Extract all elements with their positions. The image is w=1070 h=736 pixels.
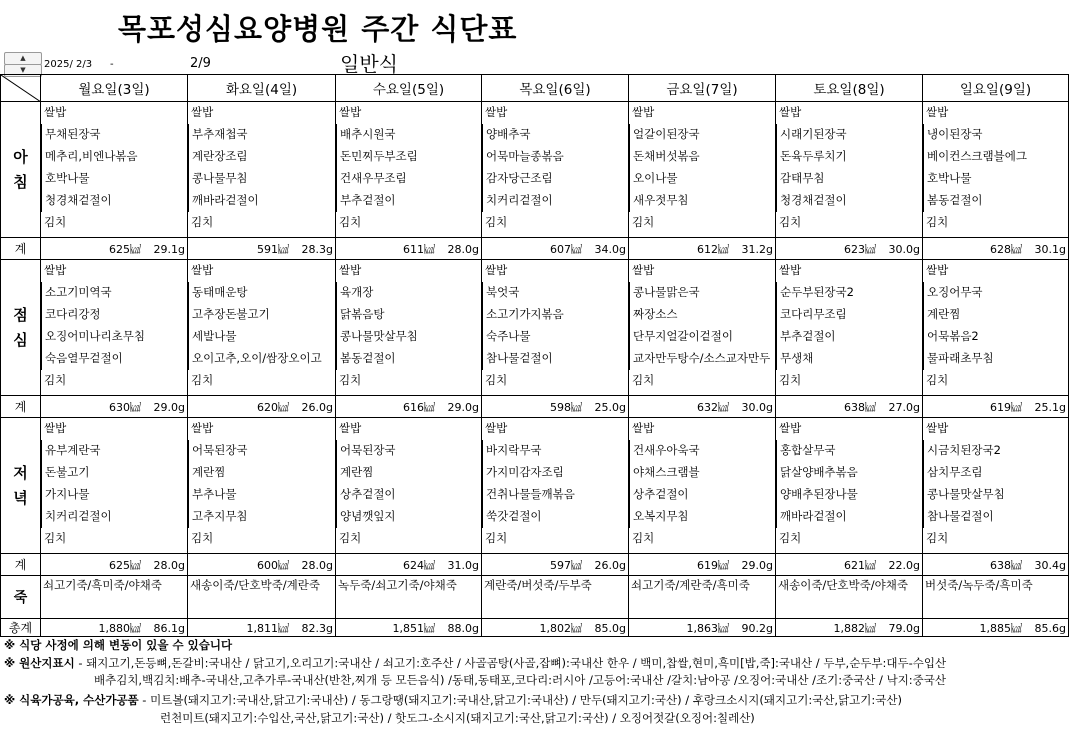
calorie-cell (776, 554, 923, 576)
protein-value: 28.0g (447, 242, 479, 256)
menu-item: 홍합살무국 (776, 440, 922, 462)
menu-cell (776, 260, 923, 396)
protein-value: 29.0g (741, 558, 773, 572)
kcal-value: 624㎉ (403, 558, 435, 572)
menu-cell (41, 418, 188, 554)
menu-item: 콩나물맑은국 (629, 282, 775, 304)
menu-cell (336, 418, 482, 554)
menu-item: 가지미감자조림 (482, 462, 628, 484)
menu-item: 쌀밥 (339, 105, 362, 119)
kcal-value: 625㎉ (109, 558, 141, 572)
porridge-cell: 버섯죽/녹두죽/흑미죽 (923, 576, 1069, 619)
calorie-row-label: 계 (1, 396, 41, 418)
weekly-menu-table (0, 74, 1069, 637)
menu-cell (336, 102, 482, 238)
menu-item: 김치 (926, 215, 949, 229)
calorie-row (1, 238, 1069, 260)
menu-item: 쌀밥 (632, 263, 655, 277)
menu-cell (336, 260, 482, 396)
protein-value: 30.0g (741, 400, 773, 414)
meal-row (1, 418, 1069, 554)
calorie-cell (188, 396, 336, 418)
menu-item: 김치 (191, 215, 214, 229)
menu-item: 고추장돈불고기 (188, 304, 335, 326)
porridge-cell: 계란죽/버섯죽/두부죽 (482, 576, 629, 619)
menu-item: 건새우무조림 (336, 168, 481, 190)
total-kcal: 1,885㎉ (979, 621, 1022, 635)
total-protein: 90.2g (741, 621, 773, 635)
menu-cell (188, 260, 336, 396)
protein-value: 30.1g (1034, 242, 1066, 256)
kcal-value: 623㎉ (844, 242, 876, 256)
protein-value: 26.0g (594, 558, 626, 572)
menu-item: 김치 (191, 373, 214, 387)
menu-item: 순두부된장국2 (776, 282, 922, 304)
menu-item: 닭살양배추볶음 (776, 462, 922, 484)
protein-value: 29.1g (153, 242, 185, 256)
page-title: 목포성심요양병원 주간 식단표 (118, 12, 518, 46)
menu-item: 쌀밥 (485, 105, 508, 119)
processed-line-2: 런천미트(돼지고기:수입산,국산,닭고기:국산) / 핫도그-소시지(돼지고기:국산,닭고기:국산) / 오징어젓갈(오징어:칠레산) (160, 711, 755, 725)
menu-item: 김치 (779, 373, 802, 387)
calorie-cell (41, 238, 188, 260)
menu-item: 양념깻잎지 (336, 506, 481, 528)
menu-item: 부추겉절이 (336, 190, 481, 212)
menu-item: 감태무침 (776, 168, 922, 190)
menu-item: 쌀밥 (632, 421, 655, 435)
kcal-value: 619㎉ (990, 400, 1022, 414)
menu-item: 오이고추,오이/쌈장오이고 (188, 348, 335, 370)
menu-cell (482, 260, 629, 396)
day-header: 토요일(8일) (776, 75, 923, 102)
menu-item: 쌀밥 (44, 105, 67, 119)
calorie-cell (629, 396, 776, 418)
protein-value: 34.0g (594, 242, 626, 256)
menu-item: 새우젓무침 (629, 190, 775, 212)
calorie-row (1, 554, 1069, 576)
processed-label: ※ 식육가공육, 수산가공품 (4, 693, 139, 707)
total-protein: 85.0g (594, 621, 626, 635)
menu-item: 쌀밥 (779, 421, 802, 435)
menu-item: 어묵볶음2 (923, 326, 1068, 348)
menu-type-label: 일반식 (340, 52, 398, 76)
menu-item: 쌀밥 (926, 105, 949, 119)
date-separator: - (110, 59, 114, 70)
menu-item: 닭볶음탕 (336, 304, 481, 326)
kcal-value: 619㎉ (697, 558, 729, 572)
menu-item: 쌀밥 (485, 421, 508, 435)
origin-line-1 (4, 655, 946, 671)
kcal-value: 616㎉ (403, 400, 435, 414)
protein-value: 25.0g (594, 400, 626, 414)
menu-item: 참나물겉절이 (482, 348, 628, 370)
menu-item: 쌀밥 (339, 421, 362, 435)
menu-item: 계란장조림 (188, 146, 335, 168)
protein-value: 28.3g (301, 242, 333, 256)
total-kcal: 1,880㎉ (98, 621, 141, 635)
menu-item: 소고기미역국 (41, 282, 187, 304)
meal-label: 저 녁 (1, 418, 41, 554)
processed-text-1: - 미트볼(돼지고기:국내산,닭고기:국내산) / 동그랑땡(돼지고기:국내산,닭고기:국내산) / 만두(돼지고기:국산) / 후랑크소시지(돼지고기:국산,닭고기:국산) (138, 693, 902, 707)
menu-cell (923, 418, 1069, 554)
calorie-cell (629, 554, 776, 576)
protein-value: 25.1g (1034, 400, 1066, 414)
porridge-label: 죽 (1, 576, 41, 619)
menu-item: 교자만두탕수/소스교자만두 (629, 348, 775, 370)
protein-value: 22.0g (888, 558, 920, 572)
origin-line-2: 배추김치,백김치:배추-국내산,고추가루-국내산(반찬,찌개 등 모든음식) /동태,동태포,코다리:러시아 /고등어:국내산 /갈치:남아공 /오징어:국내산 /조기:중국산 / 낙지:중국산 (94, 673, 947, 687)
total-cell (188, 619, 336, 637)
menu-item: 쌀밥 (632, 105, 655, 119)
menu-cell (923, 260, 1069, 396)
menu-item: 김치 (485, 531, 508, 545)
menu-item: 오이나물 (629, 168, 775, 190)
menu-item: 가지나물 (41, 484, 187, 506)
total-cell (776, 619, 923, 637)
total-label: 총계 (1, 619, 41, 637)
calorie-cell (776, 238, 923, 260)
menu-item: 오복지무침 (629, 506, 775, 528)
menu-item: 김치 (632, 531, 655, 545)
menu-cell (188, 418, 336, 554)
menu-item: 참나물겉절이 (923, 506, 1068, 528)
menu-cell (629, 260, 776, 396)
porridge-cell: 쇠고기죽/계란죽/흑미죽 (629, 576, 776, 619)
total-cell (336, 619, 482, 637)
total-protein: 85.6g (1034, 621, 1066, 635)
kcal-value: 625㎉ (109, 242, 141, 256)
menu-item: 김치 (339, 215, 362, 229)
day-header: 금요일(7일) (629, 75, 776, 102)
day-header: 일요일(9일) (923, 75, 1069, 102)
spin-down-button[interactable]: ▼ (4, 64, 42, 77)
protein-value: 26.0g (301, 400, 333, 414)
menu-item: 부추겉절이 (776, 326, 922, 348)
calorie-row-label: 계 (1, 238, 41, 260)
menu-cell (482, 102, 629, 238)
menu-item: 계란찜 (336, 462, 481, 484)
protein-value: 31.2g (741, 242, 773, 256)
menu-item: 냉이된장국 (923, 124, 1068, 146)
calorie-cell (188, 238, 336, 260)
protein-value: 29.0g (447, 400, 479, 414)
calorie-cell (41, 554, 188, 576)
menu-item: 어묵마늘종볶음 (482, 146, 628, 168)
calorie-cell (482, 238, 629, 260)
menu-item: 콩나물무침 (188, 168, 335, 190)
protein-value: 28.0g (153, 558, 185, 572)
menu-item: 부추나물 (188, 484, 335, 506)
day-header-row (1, 75, 1069, 102)
corner-cell (1, 75, 41, 102)
menu-item: 코다리무조림 (776, 304, 922, 326)
kcal-value: 598㎉ (550, 400, 582, 414)
origin-label: ※ 원산지표시 (4, 656, 75, 670)
calorie-cell (482, 554, 629, 576)
kcal-value: 638㎉ (844, 400, 876, 414)
total-kcal: 1,811㎉ (246, 621, 289, 635)
menu-item: 돈채버섯볶음 (629, 146, 775, 168)
menu-item: 쌀밥 (926, 263, 949, 277)
protein-value: 30.4g (1034, 558, 1066, 572)
menu-cell (629, 102, 776, 238)
menu-item: 소고기가지볶음 (482, 304, 628, 326)
menu-item: 김치 (632, 373, 655, 387)
porridge-row (1, 576, 1069, 619)
kcal-value: 597㎉ (550, 558, 582, 572)
menu-item: 콩나물맛살무침 (923, 484, 1068, 506)
calorie-cell (923, 396, 1069, 418)
kcal-value: 630㎉ (109, 400, 141, 414)
protein-value: 29.0g (153, 400, 185, 414)
porridge-cell: 새송이죽/단호박죽/계란죽 (188, 576, 336, 619)
menu-item: 청경채겉절이 (41, 190, 187, 212)
menu-item: 어묵된장국 (336, 440, 481, 462)
day-header: 월요일(3일) (41, 75, 188, 102)
menu-item: 쌀밥 (485, 263, 508, 277)
menu-cell (923, 102, 1069, 238)
menu-item: 돈불고기 (41, 462, 187, 484)
menu-item: 메추리,비엔나볶음 (41, 146, 187, 168)
menu-item: 김치 (779, 215, 802, 229)
total-cell (482, 619, 629, 637)
calorie-cell (776, 396, 923, 418)
menu-item: 김치 (44, 215, 67, 229)
total-cell (41, 619, 188, 637)
menu-item: 쌀밥 (44, 421, 67, 435)
menu-cell (776, 102, 923, 238)
menu-item: 상추겉절이 (336, 484, 481, 506)
spin-up-button[interactable]: ▲ (4, 52, 42, 65)
menu-item: 치커리겉절이 (41, 506, 187, 528)
calorie-cell (188, 554, 336, 576)
menu-item: 쌀밥 (926, 421, 949, 435)
menu-item: 청경채겉절이 (776, 190, 922, 212)
calorie-row (1, 396, 1069, 418)
menu-item: 오징어미나리초무침 (41, 326, 187, 348)
day-header: 수요일(5일) (336, 75, 482, 102)
menu-item: 김치 (339, 373, 362, 387)
menu-item: 계란찜 (923, 304, 1068, 326)
menu-item: 돈육두루치기 (776, 146, 922, 168)
menu-item: 쌀밥 (191, 263, 214, 277)
menu-item: 삼치무조림 (923, 462, 1068, 484)
menu-item: 호박나물 (41, 168, 187, 190)
date-end: 2/9 (190, 56, 211, 71)
total-kcal: 1,882㎉ (833, 621, 876, 635)
kcal-value: 612㎉ (697, 242, 729, 256)
menu-item: 쌀밥 (44, 263, 67, 277)
menu-item: 호박나물 (923, 168, 1068, 190)
kcal-value: 638㎉ (990, 558, 1022, 572)
menu-item: 김치 (779, 531, 802, 545)
protein-value: 27.0g (888, 400, 920, 414)
menu-item: 배추시원국 (336, 124, 481, 146)
meal-row (1, 260, 1069, 396)
protein-value: 28.0g (301, 558, 333, 572)
day-header: 목요일(6일) (482, 75, 629, 102)
menu-item: 상추겉절이 (629, 484, 775, 506)
menu-cell (41, 260, 188, 396)
kcal-value: 600㎉ (257, 558, 289, 572)
menu-item: 봄동겉절이 (923, 190, 1068, 212)
total-cell (923, 619, 1069, 637)
total-kcal: 1,863㎉ (686, 621, 729, 635)
menu-item: 육개장 (336, 282, 481, 304)
menu-item: 부추재첩국 (188, 124, 335, 146)
total-protein: 79.0g (888, 621, 920, 635)
menu-item: 쌀밥 (779, 263, 802, 277)
menu-item: 깨바라겉절이 (188, 190, 335, 212)
kcal-value: 632㎉ (697, 400, 729, 414)
menu-item: 숙음열무겉절이 (41, 348, 187, 370)
menu-item: 치커리겉절이 (482, 190, 628, 212)
menu-item: 무생채 (776, 348, 922, 370)
meal-row (1, 102, 1069, 238)
calorie-cell (336, 554, 482, 576)
calorie-cell (482, 396, 629, 418)
menu-item: 김치 (339, 531, 362, 545)
kcal-value: 591㎉ (257, 242, 289, 256)
calorie-cell (336, 238, 482, 260)
menu-item: 건취나물들깨볶음 (482, 484, 628, 506)
menu-item: 오징어무국 (923, 282, 1068, 304)
day-header: 화요일(4일) (188, 75, 336, 102)
menu-cell (482, 418, 629, 554)
menu-item: 얼갈이된장국 (629, 124, 775, 146)
menu-item: 어묵된장국 (188, 440, 335, 462)
menu-item: 쌀밥 (779, 105, 802, 119)
porridge-cell: 새송이죽/단호박죽/야채죽 (776, 576, 923, 619)
menu-item: 숙주나물 (482, 326, 628, 348)
menu-item: 베이컨스크램블에그 (923, 146, 1068, 168)
calorie-cell (629, 238, 776, 260)
menu-item: 고추지무침 (188, 506, 335, 528)
menu-item: 김치 (191, 531, 214, 545)
menu-cell (188, 102, 336, 238)
menu-item: 김치 (485, 373, 508, 387)
menu-cell (41, 102, 188, 238)
menu-item: 돈민찌두부조림 (336, 146, 481, 168)
menu-item: 쌀밥 (191, 105, 214, 119)
menu-item: 물파래초무침 (923, 348, 1068, 370)
menu-item: 쌀밥 (339, 263, 362, 277)
menu-item: 무채된장국 (41, 124, 187, 146)
menu-item: 코다리강정 (41, 304, 187, 326)
processed-line-1 (4, 692, 902, 708)
total-kcal: 1,851㎉ (392, 621, 435, 635)
menu-item: 쑥갓겉절이 (482, 506, 628, 528)
date-start: 2025/ 2/3 (44, 59, 93, 70)
menu-item: 깨바라겉절이 (776, 506, 922, 528)
protein-value: 31.0g (447, 558, 479, 572)
menu-item: 김치 (926, 531, 949, 545)
menu-item: 양배추된장나물 (776, 484, 922, 506)
calorie-cell (923, 238, 1069, 260)
origin-text-1: - 돼지고기,돈등뼈,돈갈비:국내산 / 닭고기,오리고기:국내산 / 쇠고기:호주산 / 사골곰탕(사골,잡뼈):국내산 한우 / 백미,찹쌀,현미,흑미[밥,죽]:국내산 / 두부,순두부:대두-수입산 (74, 656, 947, 670)
calorie-cell (41, 396, 188, 418)
kcal-value: 611㎉ (403, 242, 435, 256)
total-cell (629, 619, 776, 637)
menu-item: 짜장소스 (629, 304, 775, 326)
menu-item: 김치 (632, 215, 655, 229)
menu-item: 콩나물맛살무침 (336, 326, 481, 348)
meal-label: 점 심 (1, 260, 41, 396)
menu-item: 김치 (485, 215, 508, 229)
porridge-cell: 녹두죽/쇠고기죽/야채죽 (336, 576, 482, 619)
notice-line: ※ 식당 사정에 의해 변동이 있을 수 있습니다 (4, 638, 233, 652)
menu-item: 양배추국 (482, 124, 628, 146)
menu-item: 김치 (44, 531, 67, 545)
menu-item: 봄동겉절이 (336, 348, 481, 370)
protein-value: 30.0g (888, 242, 920, 256)
menu-item: 김치 (926, 373, 949, 387)
kcal-value: 607㎉ (550, 242, 582, 256)
menu-item: 김치 (44, 373, 67, 387)
menu-item: 세발나물 (188, 326, 335, 348)
meal-label: 아 침 (1, 102, 41, 238)
total-row (1, 619, 1069, 637)
calorie-row-label: 계 (1, 554, 41, 576)
menu-item: 계란찜 (188, 462, 335, 484)
calorie-cell (336, 396, 482, 418)
menu-item: 단무지얼갈이겉절이 (629, 326, 775, 348)
menu-item: 시금치된장국2 (923, 440, 1068, 462)
menu-item: 시래기된장국 (776, 124, 922, 146)
total-kcal: 1,802㎉ (539, 621, 582, 635)
menu-item: 건새우아욱국 (629, 440, 775, 462)
menu-item: 유부계란국 (41, 440, 187, 462)
menu-cell (776, 418, 923, 554)
total-protein: 82.3g (301, 621, 333, 635)
menu-item: 쌀밥 (191, 421, 214, 435)
menu-item: 북엇국 (482, 282, 628, 304)
porridge-cell: 쇠고기죽/흑미죽/야채죽 (41, 576, 188, 619)
menu-item: 동태매운탕 (188, 282, 335, 304)
calorie-cell (923, 554, 1069, 576)
kcal-value: 628㎉ (990, 242, 1022, 256)
total-protein: 86.1g (153, 621, 185, 635)
menu-item: 감자당근조림 (482, 168, 628, 190)
menu-item: 바지락무국 (482, 440, 628, 462)
menu-item: 야채스크램블 (629, 462, 775, 484)
menu-cell (629, 418, 776, 554)
kcal-value: 621㎉ (844, 558, 876, 572)
kcal-value: 620㎉ (257, 400, 289, 414)
total-protein: 88.0g (447, 621, 479, 635)
